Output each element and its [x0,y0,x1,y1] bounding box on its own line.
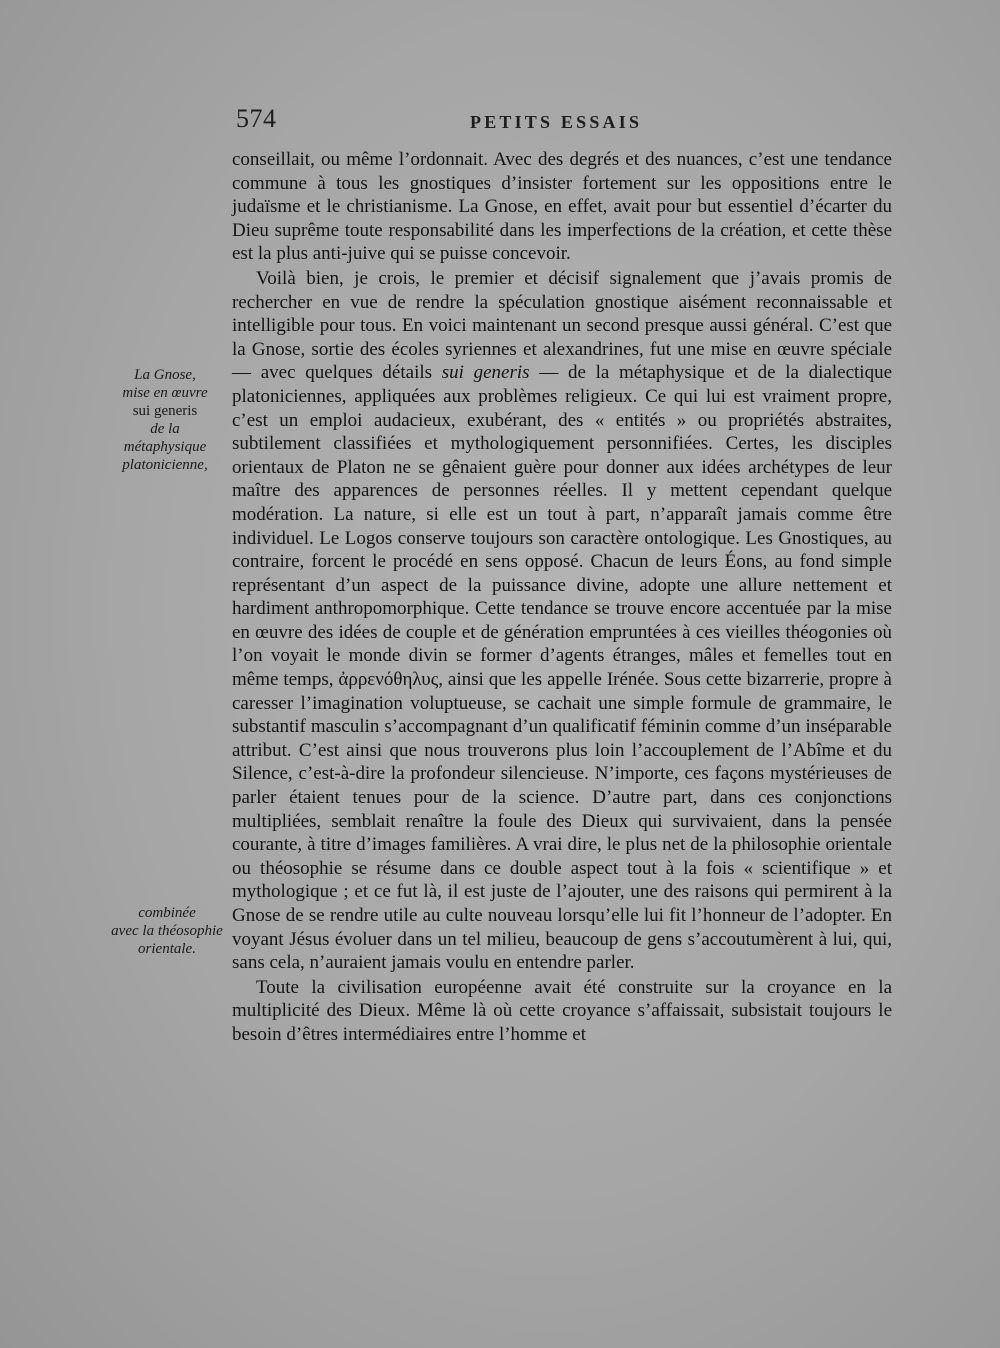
margin-note-line: de la [150,421,180,437]
margin-note-line: platonicienne, [122,457,208,473]
margin-note-line: sui generis [132,403,198,419]
margin-note-line: La Gnose, [134,367,196,383]
running-head: PETITS ESSAIS [470,112,643,132]
page-number: 574 [236,104,277,133]
paragraph-2-part-a: Voilà bien, je crois, le premier et décisif signalement que j’avais promis de rechercher en vue de rendre la spéculation gnostique aisément reconnaissable et intelligible pour tous. En voici maintenant un second presque aussi général. C’est que la Gnose, sortie des écoles syriennes et alexandrines, fut une mise en œuvre spéciale — avec quelques détails [232,267,892,384]
paragraph-2 [232,267,892,975]
margin-note-theosophie [108,904,226,958]
paragraph-3: Toute la civilisation européenne avait été construite sur la croyance en la multiplicité des Dieux. Même là où cette croyance s’affaissait, subsistait toujours le besoin d’êtres intermédiaires entre l’homme et [232,976,892,1045]
margin-note-line: avec la théosophie [111,923,223,939]
paragraph-2-italic: sui generis [441,362,530,384]
paragraph-1: conseillait, ou même l’ordonnait. Avec des degrés et des nuances, c’est une tendance commune à tous les gnostiques d’insister fortement sur les oppositions entre le judaïsme et le christianisme. La Gnose, en effet, avait pour but essentiel d’écarter du Dieu suprême toute responsabilité dans les imperfections de la création, et cette thèse est la plus anti-juive qui se puisse concevoir. [232,149,892,265]
paragraph-2-part-b: — de la métaphysique et de la dialectique platoniciennes, appliquées aux problèmes religieux. Ce qui lui est vraiment propre, c’est un emploi audacieux, exubérant, des « entités » ou propriétés abstraites, subtilement classifiées et mythologiquement personnifiées. Certes, les disciples orientaux de Platon ne se gênaient guère pour donner aux idées archétypes de leur maître des apparences de personnes réelles. Il y mettent cependant quelque modération. La nature, si elle est un tout à part, n’apparaît jamais comme être individuel. Le Logos conserve toujours son caractère ontologique. Les Gnostiques, au contraire, forcent le procédé en sens opposé. Chacun de leurs Éons, au fond simple représentant d’un aspect de la puissance divine, adopte une allure nettement et hardiment anthropomorphique. Cette tendance se trouve encore accentuée par la mise en œuvre des idées de couple et de génération empruntées à ces vieilles théogonies où l’on voyait le monde divin se former d’agents étranges, mâles et femelles tout en même temps, ἀρρενόθηλυς, ainsi que les appelle Irénée. Sous cette bizarrerie, propre à caresser l’imagination voluptueuse, se cachait une simple formule de grammaire, le substantif masculin s’accompagnant d’un qualificatif féminin comme d’un inséparable attribut. C’est ainsi que nous trouverons plus loin l’accouplement de l’Abîme et du Silence, c’est-à-dire la profondeur silencieuse. N’importe, ces façons mystérieuses de parler étaient tenues pour de la science. D’autre part, dans ces conjonctions multipliées, semblait renaître la foule des Dieux qui survivaient, dans la pensée courante, à titre d’images familières. A vrai dire, le plus net de la philosophie orientale ou théosophie se résume dans ce double aspect tout à la fois « scientifique » et mythologique ; et ce fut là, il est juste de l’ajouter, une des raisons qui permirent à la Gnose de se rendre utile au culte nouveau lorsqu’elle lui fit l’honneur de l’adopter. En voyant Jésus évoluer dans un tel milieu, beaucoup de gens s’accoutumèrent à lui, qui, sans cela, n’auraient jamais voulu en entendre parler. [232,362,893,974]
margin-note-line: combinée [138,905,196,921]
margin-note-line: orientale. [138,941,196,957]
margin-note-gnose [106,366,224,474]
main-text [232,148,892,1047]
margin-note-line: métaphysique [123,439,207,455]
margin-note-line: mise en œuvre [122,385,208,401]
